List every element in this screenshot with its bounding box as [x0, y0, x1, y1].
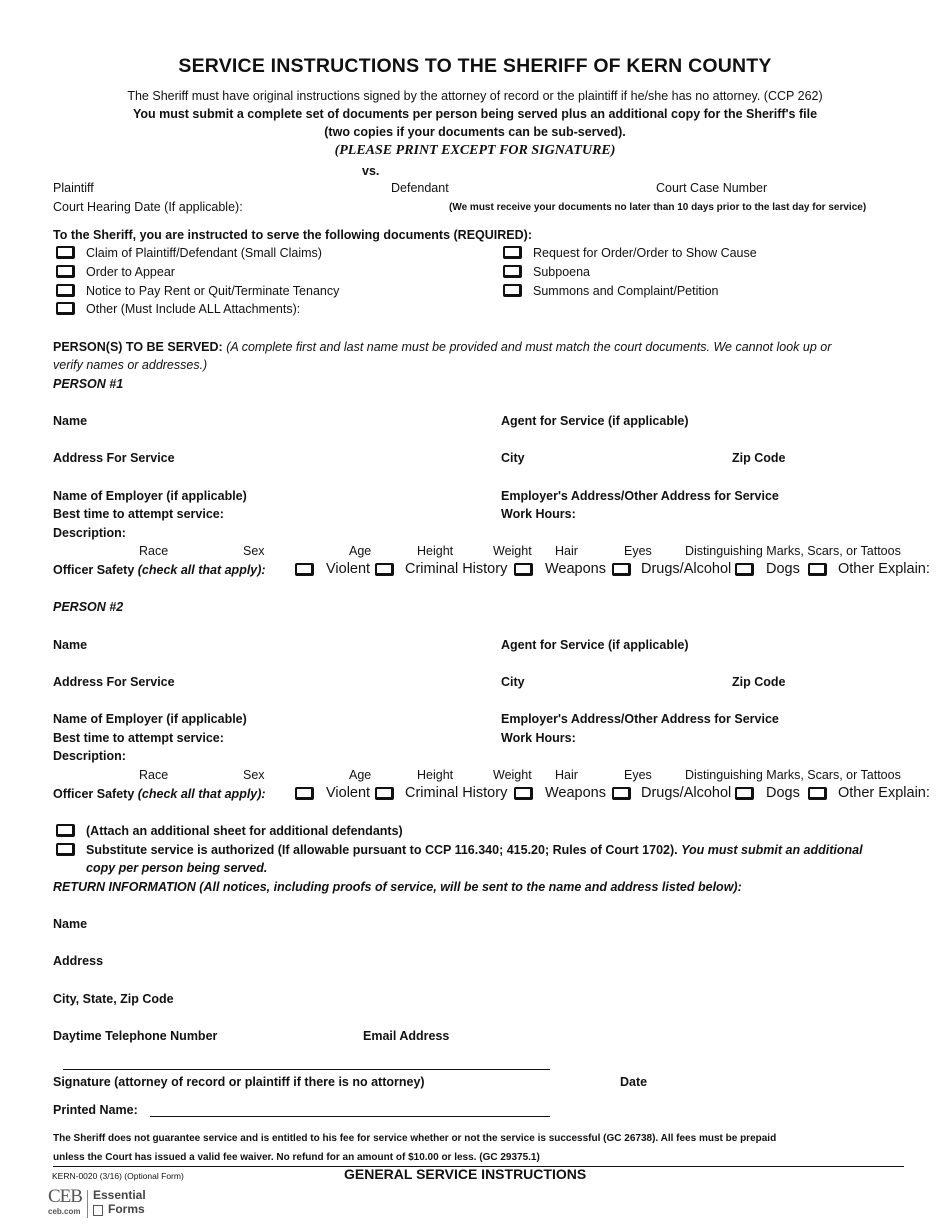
fee-disclaimer-1: The Sheriff does not guarantee service and is entitled to his fee for service whether or not the service is successful (GC 26738). All fees must be prepaid [53, 1133, 777, 1144]
person2-zip-label[interactable]: Zip Code [732, 675, 786, 689]
person1-safety-weapons-label: Weapons [545, 561, 606, 577]
deadline-note: (We must receive your documents no later than 10 days prior to the last day for service) [449, 202, 867, 213]
person1-safety-dogs-checkbox[interactable] [735, 563, 754, 576]
person2-safety-criminal-checkbox[interactable] [375, 787, 394, 800]
person2-race-label[interactable]: Race [139, 768, 169, 782]
person1-age-label[interactable]: Age [349, 544, 372, 558]
person2-city-label[interactable]: City [501, 675, 525, 689]
date-label[interactable]: Date [620, 1075, 648, 1089]
person1-safety-violent-label: Violent [326, 561, 371, 577]
person1-safety-drugs-checkbox[interactable] [612, 563, 631, 576]
documents-heading: To the Sheriff, you are instructed to serve the following documents (REQUIRED): [53, 228, 532, 242]
person2-weight-label[interactable]: Weight [493, 768, 532, 782]
instructions-line3: (two copies if your documents can be sub-served). [324, 125, 626, 139]
person2-marks-label[interactable]: Distinguishing Marks, Scars, or Tattoos [685, 768, 901, 782]
person1-eyes-label[interactable]: Eyes [624, 544, 652, 558]
instructions-line2: You must submit a complete set of documents per person being served plus an additional copy for the Sheriff's file [132, 107, 818, 121]
person2-title: PERSON #2 [53, 600, 124, 614]
person1-safety-criminal-checkbox[interactable] [375, 563, 394, 576]
person2-work-hours-label[interactable]: Work Hours: [501, 731, 576, 745]
doc-label-notice-pay-rent: Notice to Pay Rent or Quit/Terminate Tenancy [86, 284, 340, 298]
doc-checkbox-summons[interactable] [503, 284, 522, 297]
return-phone-label[interactable]: Daytime Telephone Number [53, 1029, 218, 1043]
person1-safety-violent-checkbox[interactable] [295, 563, 314, 576]
person1-safety-weapons-checkbox[interactable] [514, 563, 533, 576]
person2-name-label[interactable]: Name [53, 638, 88, 652]
person2-eyes-label[interactable]: Eyes [624, 768, 652, 782]
signature-line[interactable] [63, 1069, 550, 1070]
persons-heading-line [53, 340, 831, 354]
return-name-label[interactable]: Name [53, 917, 88, 931]
person2-safety-dogs-label: Dogs [766, 785, 800, 801]
person2-height-label[interactable]: Height [417, 768, 454, 782]
return-address-label[interactable]: Address [53, 954, 104, 968]
person1-race-label[interactable]: Race [139, 544, 169, 558]
person2-safety-dogs-checkbox[interactable] [735, 787, 754, 800]
person1-city-label[interactable]: City [501, 451, 525, 465]
return-city-label[interactable]: City, State, Zip Code [53, 992, 174, 1006]
vs-label: vs. [362, 164, 380, 178]
safety-note: (check all that apply): [137, 563, 266, 577]
person1-best-time-label[interactable]: Best time to attempt service: [53, 507, 224, 521]
person2-hair-label[interactable]: Hair [555, 768, 578, 782]
person1-name-label[interactable]: Name [53, 414, 88, 428]
attach-sheet-label: (Attach an additional sheet for additional defendants) [86, 824, 403, 838]
form-footer-title: GENERAL SERVICE INSTRUCTIONS [344, 1166, 587, 1182]
printed-name-line[interactable] [150, 1116, 550, 1117]
essential-forms-logo-line1: Essential [93, 1188, 146, 1202]
person1-safety-drugs-label: Drugs/Alcohol [641, 561, 732, 577]
person1-weight-label[interactable]: Weight [493, 544, 532, 558]
essential-forms-logo-line2: Forms [108, 1202, 145, 1216]
doc-label-subpoena: Subpoena [533, 265, 591, 279]
person1-safety-criminal-label: Criminal History [405, 561, 508, 577]
person1-height-label[interactable]: Height [417, 544, 454, 558]
person2-sex-label[interactable]: Sex [243, 768, 265, 782]
substitute-italic-cont: copy per person being served. [86, 861, 268, 875]
plaintiff-label[interactable]: Plaintiff [53, 181, 94, 195]
person1-agent-label[interactable]: Agent for Service (if applicable) [501, 414, 689, 428]
logo-divider [87, 1190, 88, 1218]
person2-safety-drugs-checkbox[interactable] [612, 787, 631, 800]
instructions-line1: The Sheriff must have original instructions signed by the attorney of record or the plaintiff if he/she has no attorney. (CCP 262) [127, 89, 823, 103]
hearing-date-label[interactable]: Court Hearing Date (If applicable): [53, 200, 243, 214]
person2-safety-criminal-label: Criminal History [405, 785, 508, 801]
person1-hair-label[interactable]: Hair [555, 544, 578, 558]
substitute-italic: You must submit an additional [681, 843, 863, 857]
form-id: KERN-0020 (3/16) (Optional Form) [52, 1171, 184, 1181]
safety-title: Officer Safety [53, 563, 135, 577]
person1-safety-other-checkbox[interactable] [808, 563, 827, 576]
doc-label-claim: Claim of Plaintiff/Defendant (Small Claims) [86, 246, 322, 260]
person1-safety-dogs-label: Dogs [766, 561, 800, 577]
safety-title: Officer Safety [53, 787, 135, 801]
forms-doc-icon [93, 1205, 103, 1216]
person2-description-label: Description: [53, 749, 126, 763]
person1-work-hours-label[interactable]: Work Hours: [501, 507, 576, 521]
person2-safety-other-checkbox[interactable] [808, 787, 827, 800]
person2-safety-label [53, 787, 266, 801]
case-number-label[interactable]: Court Case Number [656, 181, 768, 195]
person2-age-label[interactable]: Age [349, 768, 372, 782]
doc-label-request-for-order: Request for Order/Order to Show Cause [533, 246, 757, 260]
person2-address-label[interactable]: Address For Service [53, 675, 175, 689]
person1-zip-label[interactable]: Zip Code [732, 451, 786, 465]
doc-checkbox-other[interactable] [56, 302, 75, 315]
defendant-label[interactable]: Defendant [391, 181, 449, 195]
person2-best-time-label[interactable]: Best time to attempt service: [53, 731, 224, 745]
person1-employer-address-label[interactable]: Employer's Address/Other Address for Service [501, 489, 779, 503]
substitute-text: Substitute service is authorized (If allowable pursuant to CCP 116.340; 415.20; Rules of Court 1702). [86, 843, 678, 857]
person2-safety-weapons-checkbox[interactable] [514, 787, 533, 800]
ceb-site: ceb.com [48, 1207, 81, 1216]
person2-safety-weapons-label: Weapons [545, 785, 606, 801]
doc-checkbox-order-to-appear[interactable] [56, 265, 75, 278]
persons-heading: PERSON(S) TO BE SERVED: [53, 340, 223, 354]
doc-checkbox-notice-pay-rent[interactable] [56, 284, 75, 297]
print-note: (PLEASE PRINT EXCEPT FOR SIGNATURE) [334, 143, 616, 158]
doc-checkbox-request-for-order[interactable] [503, 246, 522, 259]
signature-label: Signature (attorney of record or plaintiff if there is no attorney) [53, 1075, 425, 1089]
printed-name-label: Printed Name: [53, 1103, 138, 1117]
form-title: SERVICE INSTRUCTIONS TO THE SHERIFF OF KERN COUNTY [178, 55, 772, 77]
doc-label-summons: Summons and Complaint/Petition [533, 284, 719, 298]
doc-checkbox-claim[interactable] [56, 246, 75, 259]
person2-safety-violent-label: Violent [326, 785, 371, 801]
person1-employer-label[interactable]: Name of Employer (if applicable) [53, 489, 247, 503]
person2-safety-drugs-label: Drugs/Alcohol [641, 785, 732, 801]
person1-safety-label [53, 563, 266, 577]
substitute-service-label [86, 843, 863, 857]
ceb-logo: CEB [48, 1186, 82, 1207]
attach-sheet-checkbox[interactable] [56, 824, 75, 837]
doc-label-other: Other (Must Include ALL Attachments): [86, 302, 301, 316]
person2-employer-address-label[interactable]: Employer's Address/Other Address for Service [501, 712, 779, 726]
return-info-heading: RETURN INFORMATION (All notices, including proofs of service, will be sent to the name and address listed below): [53, 880, 742, 894]
persons-note: (A complete first and last name must be provided and must match the court documents. We cannot look up or [226, 340, 832, 354]
person2-safety-other-label: Other Explain: [838, 785, 930, 801]
safety-note: (check all that apply): [137, 787, 266, 801]
return-email-label[interactable]: Email Address [363, 1029, 450, 1043]
person1-safety-other-label: Other Explain: [838, 561, 930, 577]
fee-disclaimer-2: unless the Court has issued a valid fee waiver. No refund for an amount of $10.00 or less. (GC 29375.1) [53, 1152, 540, 1163]
doc-checkbox-subpoena[interactable] [503, 265, 522, 278]
person2-safety-violent-checkbox[interactable] [295, 787, 314, 800]
person2-employer-label[interactable]: Name of Employer (if applicable) [53, 712, 247, 726]
person2-agent-label[interactable]: Agent for Service (if applicable) [501, 638, 689, 652]
person1-sex-label[interactable]: Sex [243, 544, 265, 558]
person1-address-label[interactable]: Address For Service [53, 451, 175, 465]
person1-title: PERSON #1 [53, 377, 124, 391]
person1-description-label: Description: [53, 526, 126, 540]
persons-note-cont: verify names or addresses.) [53, 358, 208, 372]
doc-label-order-to-appear: Order to Appear [86, 265, 175, 279]
person1-marks-label[interactable]: Distinguishing Marks, Scars, or Tattoos [685, 544, 901, 558]
substitute-service-checkbox[interactable] [56, 843, 75, 856]
